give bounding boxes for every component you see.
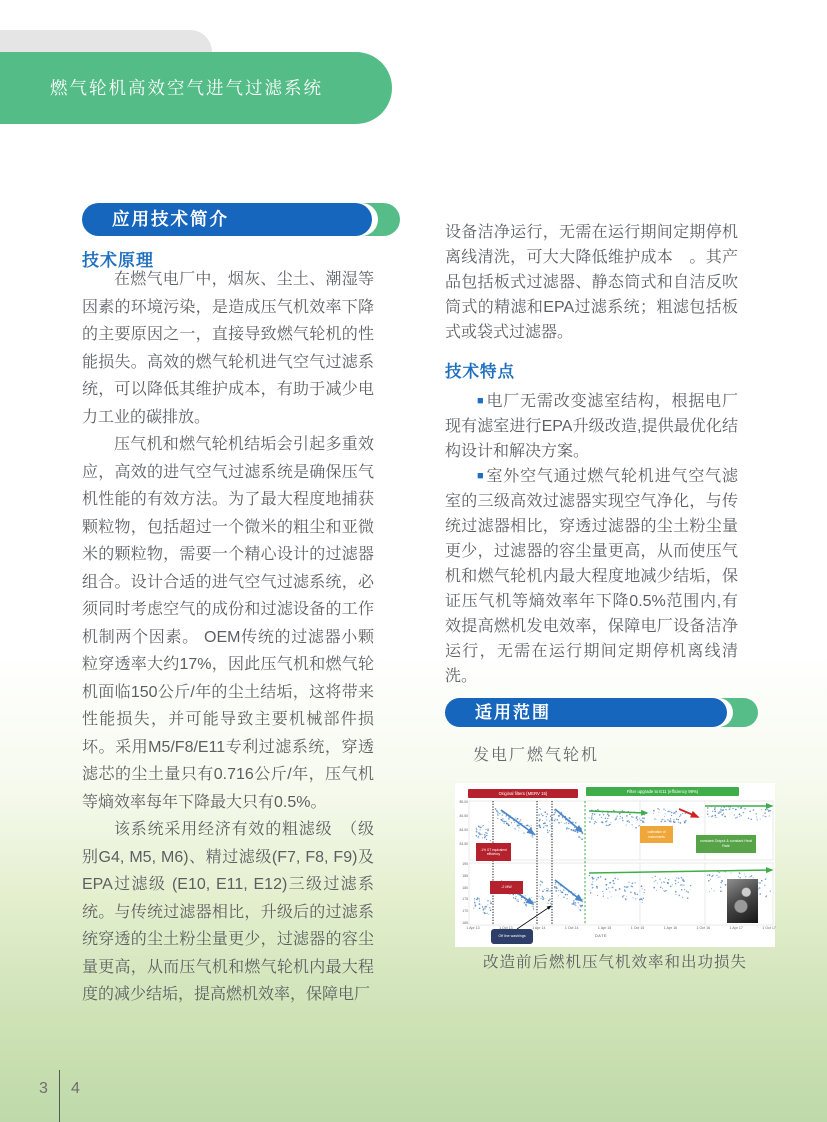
x-tick-label: 1 Oct 15 — [630, 926, 645, 930]
y-tick-label: 83.50 — [459, 841, 468, 846]
x-tick-label: 1 Oct 16 — [696, 926, 711, 930]
x-axis-label: DATE — [595, 933, 608, 938]
paragraph: 在燃气电厂中，烟灰、尘土、潮湿等因素的环境污染，是造成压气机效率下降的主要原因之一，直接导致燃气轮机的性能损失。高效的燃气轮机进气空气过滤系统，可以降低其维护成本，有助于减少电力工业的碳排放。 — [82, 271, 374, 426]
y-tick-label: 165 — [462, 921, 468, 925]
bullet-square-icon: ■ — [477, 470, 485, 482]
efficiency-output-chart — [455, 783, 775, 947]
annotation-offline-washings: Off line washings — [491, 929, 533, 944]
y-tick-label: 84.50 — [459, 813, 468, 818]
section-bar-scope — [445, 698, 758, 727]
figure-caption: 改造前后燃机压气机效率和出功损失 — [482, 954, 747, 971]
feature-text: 室外空气通过燃气轮机进气空气滤室的三级高效过滤器实现空气净化，与传统过滤器相比，穿透过滤器的尘土粉尘量更少，过滤器的容尘量更高，从而使压气机和燃气轮机内最大程度地减少结垢，保证压气机等熵效率年下降0.5%范围内,有效提高燃机发电效率，保障电厂设备洁净运行，无需在运行期间定期停机离线清洗。 — [445, 468, 738, 685]
feature-text: 电厂无需改变滤室结构，根据电厂现有滤室进行EPA升级改造,提供最优化结构设计和解决方案。 — [445, 393, 738, 460]
turbine-photo — [727, 879, 758, 923]
x-tick-label: 1 Oct 13 — [499, 926, 513, 930]
paragraph: 设备洁净运行，无需在运行期间定期停机离线清洗，可大大降低维护成本 。其产品包括板式过滤器、静态筒式和自洁反吹筒式的精滤和EPA过滤系统；粗滤包括板式或袋式过滤器。 — [445, 224, 738, 341]
annotation-constant-output: constant Output & constant Heat Rate — [696, 835, 756, 853]
x-tick-label: 1 Apr 17 — [729, 926, 743, 930]
annotation-efficiency-loss: -1% GT equivalent efficiency — [476, 843, 511, 861]
section-bar-intro-label: 应用技术简介 — [112, 209, 229, 229]
feature-item — [445, 464, 738, 689]
page-number-left: 3 — [39, 1080, 48, 1097]
bullet-square-icon: ■ — [477, 395, 485, 407]
y-tick-label: 85.00 — [459, 799, 468, 804]
section-bar-intro — [82, 203, 400, 236]
y-tick-label: 180 — [462, 885, 468, 890]
chart-banner-filter-upgrade: Filter upgrade to E11 (efficiency 99%) — [586, 787, 739, 796]
page-number-divider — [59, 1070, 60, 1122]
y-tick-label: 175 — [462, 897, 468, 902]
x-tick-label: 1 Apr 13 — [466, 926, 480, 930]
paragraph: 压气机和燃气轮机结垢会引起多重效应，高效的进气空气过滤系统是确保压气机性能的有效方法。为了最大程度地捕获颗粒物，包括超过一个微米的粗尘和亚微米的颗粒物，需要一个精心设计的过滤器组合。设计合适的进气空气过滤系统，必须同时考虑空气的成份和过滤设备的工作机制两个因素。 OEM传统的过滤器小颗粒穿透率大约17%，因此压气机和燃气轮机面临150公斤/年的尘土结垢，这将带来性能损失，并可能导致主要机械部件损坏。采用M5/F8/E11专利过滤系统，穿透滤芯的尘土量只有0.716公斤/年，压气机等熵效率每年下降最大只有0.5%。 — [82, 436, 374, 811]
x-tick-label: 1 Apr 15 — [597, 926, 612, 930]
y-tick-label: 84.00 — [459, 827, 468, 832]
x-tick-label: 1 Apr 14 — [532, 926, 546, 930]
paragraph: 该系统采用经济有效的粗滤级 （级别G4, M5, M6)、精过滤级(F7, F8, F9)及EPA过滤级 (E10, E11, E12)三级过滤系统。与传统过滤器相比，升级后的过滤系统穿透的尘土粉尘量更少，过滤器的容尘量更高，从而压气机和燃气轮机内最大程度的减少结垢，提高燃机效率，保障电厂 — [82, 821, 374, 1003]
y-tick-label: 185 — [462, 873, 468, 878]
features-heading: 技术特点 — [445, 363, 515, 381]
page-title: 燃气轮机高效空气进气过滤系统 — [0, 52, 392, 124]
annotation-output-loss: -2 MW — [490, 881, 523, 894]
y-tick-label: 190 — [462, 862, 468, 866]
y-tick-label: 170 — [462, 909, 468, 914]
feature-item — [445, 389, 738, 464]
x-tick-label: 1 Oct 14 — [564, 926, 579, 930]
x-tick-label: 1 Apr 16 — [663, 926, 678, 930]
principle-heading: 技术原理 — [82, 251, 154, 270]
annotation-calibration: calibration of instruments — [640, 826, 673, 843]
left-column — [82, 266, 374, 1009]
right-column — [445, 220, 738, 689]
x-tick-label: 1 Oct 17 — [762, 926, 776, 930]
page-number-right: 4 — [71, 1080, 80, 1097]
application-item: 发电厂燃气轮机 — [473, 747, 600, 764]
chart-banner-original-filters: Original filters (MERV 15) — [468, 789, 578, 798]
section-bar-scope-label: 适用范围 — [475, 703, 551, 722]
